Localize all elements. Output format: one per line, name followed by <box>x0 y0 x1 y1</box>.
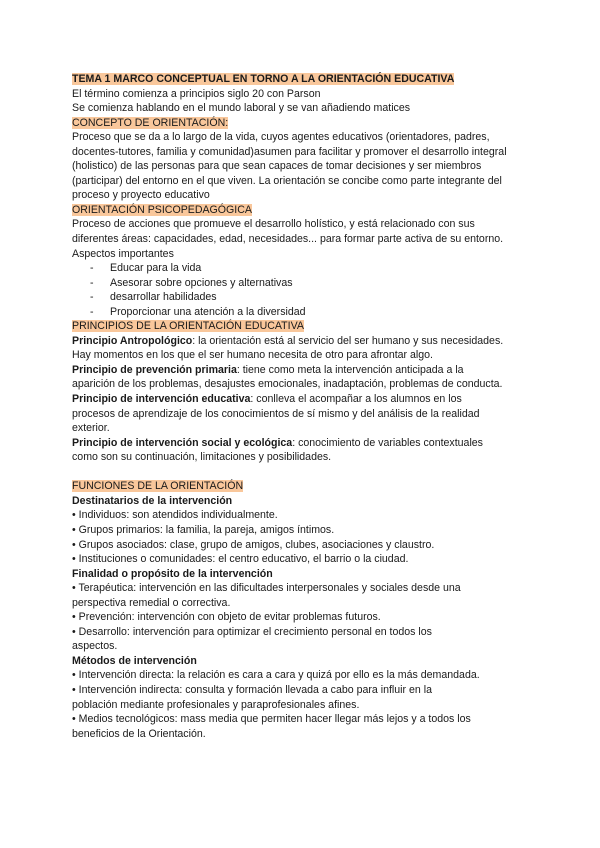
paragraph-line: proceso y proyecto educativo <box>72 189 210 202</box>
list-item-text: Asesorar sobre opciones y alternativas <box>110 276 293 289</box>
list-item <box>72 261 534 276</box>
list-item-text: desarrollar habilidades <box>110 291 217 304</box>
bullet-line: • Intervención indirecta: consulta y formación llevada a cabo para influir en la <box>72 683 432 696</box>
list-item <box>72 305 534 320</box>
subheading-destinatarios: Destinatarios de la intervención <box>72 494 233 507</box>
paragraph-line: Hay momentos en los que el ser humano necesita de otro para afrontar algo. <box>72 349 433 362</box>
document-body <box>72 72 534 741</box>
paragraph-line: Aspectos importantes <box>72 247 174 260</box>
principle-text: : conlleva el acompañar a los alumnos en los <box>250 393 462 406</box>
paragraph-line: diferentes áreas: capacidades, edad, necesidades... para formar parte activa de su entorno. <box>72 233 504 246</box>
bullet-line: • Intervención directa: la relación es cara a cara y quizá por ello es la más demandada. <box>72 669 480 682</box>
principle-line <box>72 363 534 378</box>
bullet-line: beneficios de la Orientación. <box>72 727 206 740</box>
principle-label: Principio Antropológico <box>72 334 193 347</box>
list-item-text: Educar para la vida <box>110 262 202 275</box>
intro-line: Se comienza hablando en el mundo laboral y se van añadiendo matices <box>72 102 411 115</box>
bullet-line: • Desarrollo: intervención para optimizar el crecimiento personal en todos los <box>72 625 432 638</box>
paragraph-line: exterior. <box>72 422 110 435</box>
bullet-line: • Grupos asociados: clase, grupo de amigos, clubes, asociaciones y claustro. <box>72 538 435 551</box>
dash-marker: - <box>90 305 94 318</box>
principle-label: Principio de prevención primaria <box>72 363 237 376</box>
section-heading-funciones: FUNCIONES DE LA ORIENTACIÓN <box>72 480 244 493</box>
bullet-line: • Prevención: intervención con objeto de evitar problemas futuros. <box>72 611 381 624</box>
bullet-line: • Individuos: son atendidos individualmente. <box>72 509 278 522</box>
paragraph-line: procesos de aprendizaje de los conocimientos de sí mismo y del análisis de la realidad <box>72 407 480 420</box>
paragraph-line: como son su continuación, limitaciones y posibilidades. <box>72 451 332 464</box>
section-heading-concepto: CONCEPTO DE ORIENTACIÓN: <box>72 116 229 129</box>
bullet-line: • Instituciones o comunidades: el centro educativo, el barrio o la ciudad. <box>72 553 409 566</box>
paragraph-line: (participar) del entorno en el que viven. La orientación se concibe como parte integrante del <box>72 174 502 187</box>
principle-line <box>72 392 534 407</box>
subheading-finalidad: Finalidad o propósito de la intervención <box>72 567 273 580</box>
subheading-metodos: Métodos de intervención <box>72 654 197 667</box>
section-heading-principios: PRINCIPIOS DE LA ORIENTACIÓN EDUCATIVA <box>72 320 304 333</box>
principle-text: : la orientación está al servicio del ser humano y sus necesidades. <box>192 334 504 347</box>
paragraph-line: docentes-tutores, familia y comunidad)asumen para facilitar y promover el desarrollo integral <box>72 145 507 158</box>
dash-marker: - <box>90 276 94 289</box>
principle-line <box>72 334 534 349</box>
bullet-line: aspectos. <box>72 640 118 653</box>
blank-line <box>72 465 534 480</box>
principle-line <box>72 436 534 451</box>
list-item <box>72 276 534 291</box>
dash-marker: - <box>90 262 94 275</box>
bullet-line: población mediante profesionales y paraprofesionales afines. <box>72 698 360 711</box>
paragraph-line: Proceso que se da a lo largo de la vida, cuyos agentes educativos (orientadores, padres, <box>72 131 490 144</box>
dash-marker: - <box>90 291 94 304</box>
bullet-line: • Grupos primarios: la familia, la pareja, amigos íntimos. <box>72 523 335 536</box>
bullet-line: • Terapéutica: intervención en las dificultades interpersonales y sociales desde una <box>72 582 461 595</box>
principle-text: : tiene como meta la intervención anticipada a la <box>236 363 464 376</box>
bullet-line: • Medios tecnológicos: mass media que permiten hacer llegar más lejos y a todos los <box>72 713 471 726</box>
list-item <box>72 290 534 305</box>
page-title: TEMA 1 MARCO CONCEPTUAL EN TORNO A LA ORIENTACIÓN EDUCATIVA <box>72 73 455 85</box>
intro-line: El término comienza a principios siglo 20 con Parson <box>72 87 321 100</box>
paragraph-line: Proceso de acciones que promueve el desarrollo holístico, y está relacionado con sus <box>72 218 475 231</box>
principle-label: Principio de intervención social y ecológica <box>72 436 293 449</box>
principle-text: : conocimiento de variables contextuales <box>292 436 483 449</box>
section-heading-psicopedagogica: ORIENTACIÓN PSICOPEDAGÓGICA <box>72 203 252 216</box>
list-item-text: Proporcionar una atención a la diversidad <box>110 305 306 318</box>
paragraph-line: aparición de los problemas, desajustes emocionales, inadaptación, problemas de conducta. <box>72 378 503 391</box>
bullet-line: perspectiva remedial o correctiva. <box>72 596 231 609</box>
principle-label: Principio de intervención educativa <box>72 393 251 406</box>
paragraph-line: (holistico) de las personas para que sean capaces de tomar decisiones y ser miembros <box>72 160 482 173</box>
